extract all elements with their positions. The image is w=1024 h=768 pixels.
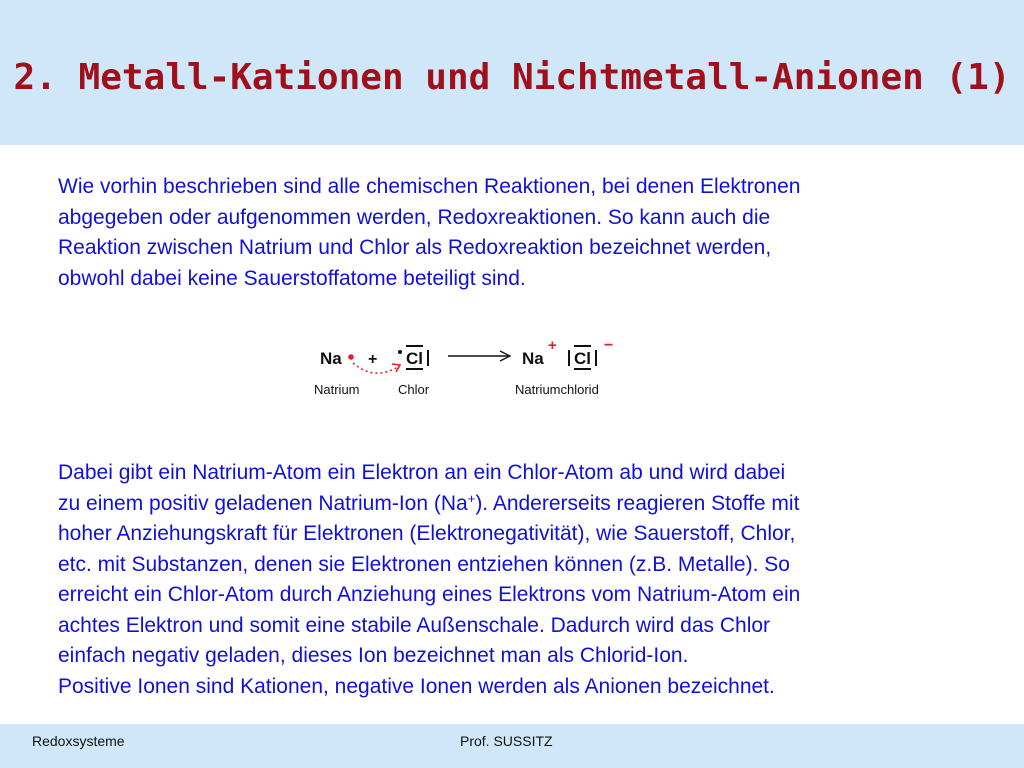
- explanation-line: [58, 489, 978, 520]
- sodium-symbol: Na: [320, 349, 342, 368]
- reaction-diagram: [306, 333, 666, 401]
- explanation-line: Dabei gibt ein Natrium-Atom ein Elektron an ein Chlor-Atom ab und wird dabei: [58, 461, 786, 484]
- explanation-text: ). Andererseits reagieren Stoffe mit: [475, 491, 800, 515]
- sodium-electron-dot: [348, 354, 354, 360]
- intro-paragraph: [58, 172, 978, 294]
- explanation-line: hoher Anziehungskraft für Elektronen (Elektronegativität), wie Sauerstoff, Chlor,: [58, 522, 796, 545]
- explanation-text: zu einem positiv geladenen Natrium-Ion (Na: [58, 491, 468, 515]
- intro-line: abgegeben oder aufgenommen werden, Redoxreaktionen. So kann auch die: [58, 205, 771, 229]
- chlorine-electron-dot: [398, 350, 402, 354]
- chloride-symbol: Cl: [574, 349, 591, 368]
- plus-sign: +: [368, 351, 378, 368]
- cation-charge: +: [548, 337, 557, 354]
- chlorine-symbol: Cl: [406, 349, 423, 368]
- explanation-line: achtes Elektron und somit eine stabile Außenschale. Dadurch wird das Chlor: [58, 613, 771, 637]
- explanation-line: Positive Ionen sind Kationen, negative Ionen werden als Anionen bezeichnet.: [58, 674, 775, 698]
- explanation-line: erreicht ein Chlor-Atom durch Anziehung eines Elektrons vom Natrium-Atom ein: [58, 583, 801, 606]
- intro-line: Wie vorhin beschrieben sind alle chemischen Reaktionen, bei denen Elektronen: [58, 175, 801, 198]
- footer-topic: Redoxsysteme: [32, 733, 125, 749]
- explanation-line: einfach negativ geladen, dieses Ion bezeichnet man als Chlorid-Ion.: [58, 644, 689, 667]
- product-label: Natriumchlorid: [515, 382, 599, 397]
- anion-charge: −: [604, 337, 614, 354]
- intro-line: Reaktion zwischen Natrium und Chlor als Redoxreaktion bezeichnet werden,: [58, 236, 772, 259]
- explanation-line: etc. mit Substanzen, denen sie Elektronen entziehen können (z.B. Metalle). So: [58, 552, 790, 576]
- intro-line: obwohl dabei keine Sauerstoffatome beteiligt sind.: [58, 266, 526, 290]
- slide-title: 2. Metall-Kationen und Nichtmetall-Anionen (1): [13, 57, 1011, 98]
- sodium-ion-symbol: Na: [522, 349, 544, 368]
- explanation-paragraph: [58, 458, 978, 702]
- footer-author: Prof. SUSSITZ: [460, 733, 553, 749]
- sodium-label: Natrium: [314, 382, 360, 397]
- superscript-plus: +: [467, 490, 476, 506]
- chlorine-label: Chlor: [398, 382, 430, 397]
